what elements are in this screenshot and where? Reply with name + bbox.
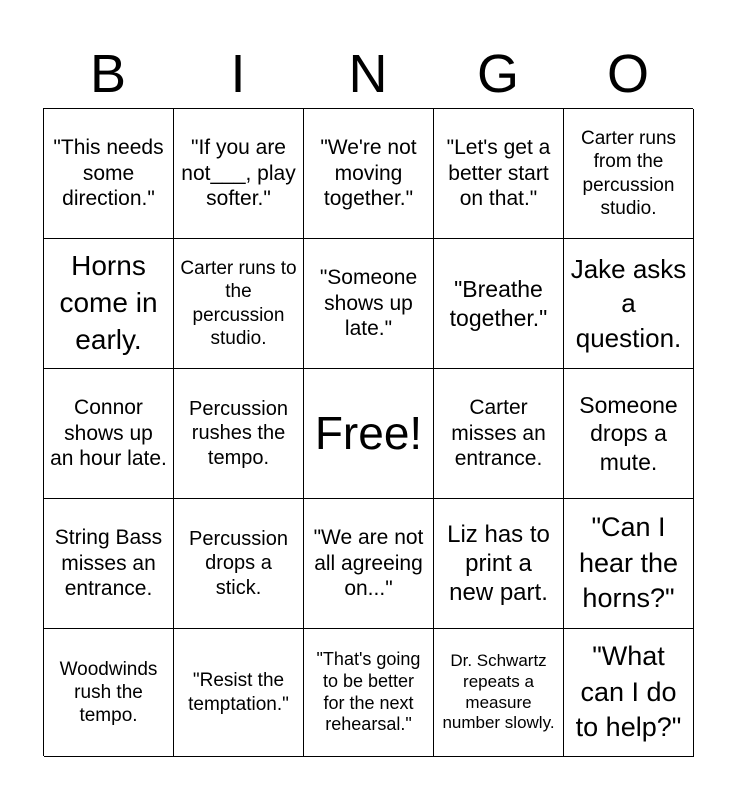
header-letter-g: G: [476, 44, 519, 104]
cell-text: "This needs some direction.": [53, 136, 164, 211]
bingo-cell[interactable]: [174, 499, 304, 629]
cell-text: "Someone shows up late.": [319, 266, 418, 341]
bingo-cell[interactable]: [44, 629, 174, 757]
bingo-cell[interactable]: [434, 239, 564, 369]
cell-text: Percussion drops a stick.: [189, 527, 288, 599]
bingo-cell[interactable]: [564, 239, 694, 369]
cell-text: Jake asks a question.: [570, 254, 687, 353]
bingo-cell[interactable]: [174, 629, 304, 757]
bingo-card-grid: [43, 108, 693, 756]
bingo-cell[interactable]: [304, 629, 434, 757]
bingo-cell[interactable]: [44, 369, 174, 499]
cell-text: "Resist the temptation.": [188, 670, 289, 715]
bingo-cell[interactable]: [434, 369, 564, 499]
cell-text: String Bass misses an entrance.: [54, 526, 163, 601]
header-letter-n: N: [348, 44, 388, 104]
cell-text: Carter runs from the percussion studio.: [580, 128, 677, 219]
cell-text: "What can I do to help?": [575, 641, 682, 743]
bingo-header: [43, 40, 693, 108]
bingo-cell[interactable]: [304, 239, 434, 369]
bingo-cell[interactable]: [564, 369, 694, 499]
cell-text: Horns come in early.: [59, 250, 158, 355]
bingo-cell[interactable]: [174, 369, 304, 499]
cell-text: Percussion rushes the tempo.: [189, 397, 288, 469]
cell-text: "Breathe together.": [449, 276, 548, 331]
cell-text: "We're not moving together.": [320, 136, 417, 211]
bingo-cell[interactable]: [174, 239, 304, 369]
cell-text: "That's going to be better for the next rehearsal.": [316, 648, 421, 735]
bingo-cell[interactable]: [304, 109, 434, 239]
cell-text: Connor shows up an hour late.: [50, 396, 167, 471]
cell-text: Woodwinds rush the tempo.: [59, 658, 158, 727]
cell-text: "If you are not___, play softer.": [181, 136, 296, 211]
cell-text: Liz has to print a new part.: [447, 520, 550, 607]
bingo-cell[interactable]: [434, 629, 564, 757]
header-letter-o: O: [606, 44, 649, 104]
bingo-cell[interactable]: [434, 109, 564, 239]
bingo-cell[interactable]: [564, 499, 694, 629]
cell-text: Someone drops a mute.: [579, 392, 678, 475]
bingo-cell[interactable]: [174, 109, 304, 239]
cell-text: Carter misses an entrance.: [451, 396, 546, 471]
cell-text: "Let's get a better start on that.": [446, 136, 551, 211]
cell-text: "Can I hear the horns?": [578, 512, 679, 614]
bingo-cell[interactable]: [564, 109, 694, 239]
bingo-cell[interactable]: [44, 239, 174, 369]
bingo-cell[interactable]: [44, 109, 174, 239]
header-letter-i: I: [230, 44, 246, 104]
cell-text: Carter runs to the percussion studio.: [180, 258, 297, 349]
bingo-cell[interactable]: [44, 499, 174, 629]
cell-text: Dr. Schwartz repeats a measure number slowly.: [442, 651, 555, 733]
free-space-cell[interactable]: [304, 369, 434, 499]
bingo-cell[interactable]: [434, 499, 564, 629]
bingo-cell[interactable]: [304, 499, 434, 629]
bingo-cell[interactable]: [564, 629, 694, 757]
cell-text: "We are not all agreeing on...": [313, 526, 424, 601]
header-letter-b: B: [89, 44, 127, 104]
free-space-text: Free!: [314, 407, 423, 460]
